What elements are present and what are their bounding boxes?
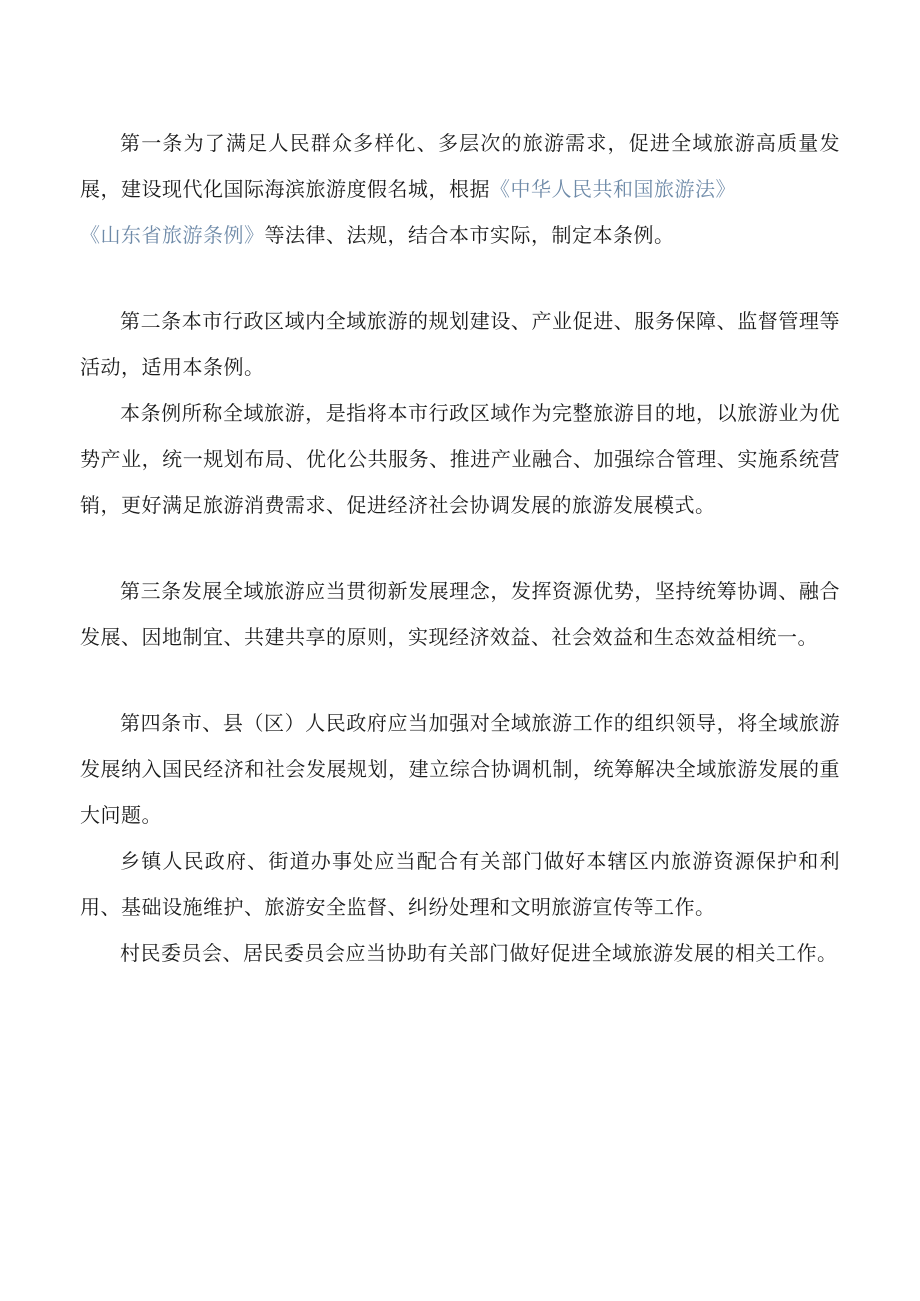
article-1-paragraph-1 bbox=[80, 120, 840, 258]
article-4-paragraph-3: 村民委员会、居民委员会应当协助有关部门做好促进全域旅游发展的相关工作。 bbox=[120, 941, 838, 965]
article-2-paragraph-1: 第二条本市行政区域内全域旅游的规划建设、产业促进、服务保障、监督管理等活动，适用本条例。 bbox=[80, 309, 840, 379]
document-page bbox=[80, 120, 840, 976]
article-3 bbox=[80, 568, 840, 660]
article-3-paragraph-1: 第三条发展全域旅游应当贯彻新发展理念，发挥资源优势，坚持统筹协调、融合发展、因地制宜、共建共享的原则，实现经济效益、社会效益和生态效益相统一。 bbox=[80, 579, 840, 649]
article-2-paragraph-2: 本条例所称全域旅游，是指将本市行政区域作为完整旅游目的地，以旅游业为优势产业，统一规划布局、优化公共服务、推进产业融合、加强综合管理、实施系统营销，更好满足旅游消费需求、促进经济社会协调发展的旅游发展模式。 bbox=[80, 401, 840, 517]
law-reference-shandong-tourism-regulations[interactable]: 《山东省旅游条例》 bbox=[80, 223, 265, 247]
law-reference-tourism-law[interactable]: 《中华人民共和国旅游法》 bbox=[490, 177, 736, 201]
article-4-paragraph-1: 第四条市、县（区）人民政府应当加强对全域旅游工作的组织领导，将全域旅游发展纳入国民经济和社会发展规划，建立综合协调机制，统筹解决全域旅游发展的重大问题。 bbox=[80, 711, 840, 827]
article-1-text-before: 第一条为了满足人民群众多样化、多层次的旅游需求，促进全域旅游高质量发展，建设现代化国际海滨旅游度假名城，根据 bbox=[80, 131, 840, 201]
article-1-text-after: 等法律、法规，结合本市实际，制定本条例。 bbox=[264, 223, 675, 247]
article-1 bbox=[80, 120, 840, 258]
article-2 bbox=[80, 298, 840, 528]
article-4-paragraph-2: 乡镇人民政府、街道办事处应当配合有关部门做好本辖区内旅游资源保护和利用、基础设施维护、旅游安全监督、纠纷处理和文明旅游宣传等工作。 bbox=[80, 849, 840, 919]
article-4 bbox=[80, 700, 840, 976]
